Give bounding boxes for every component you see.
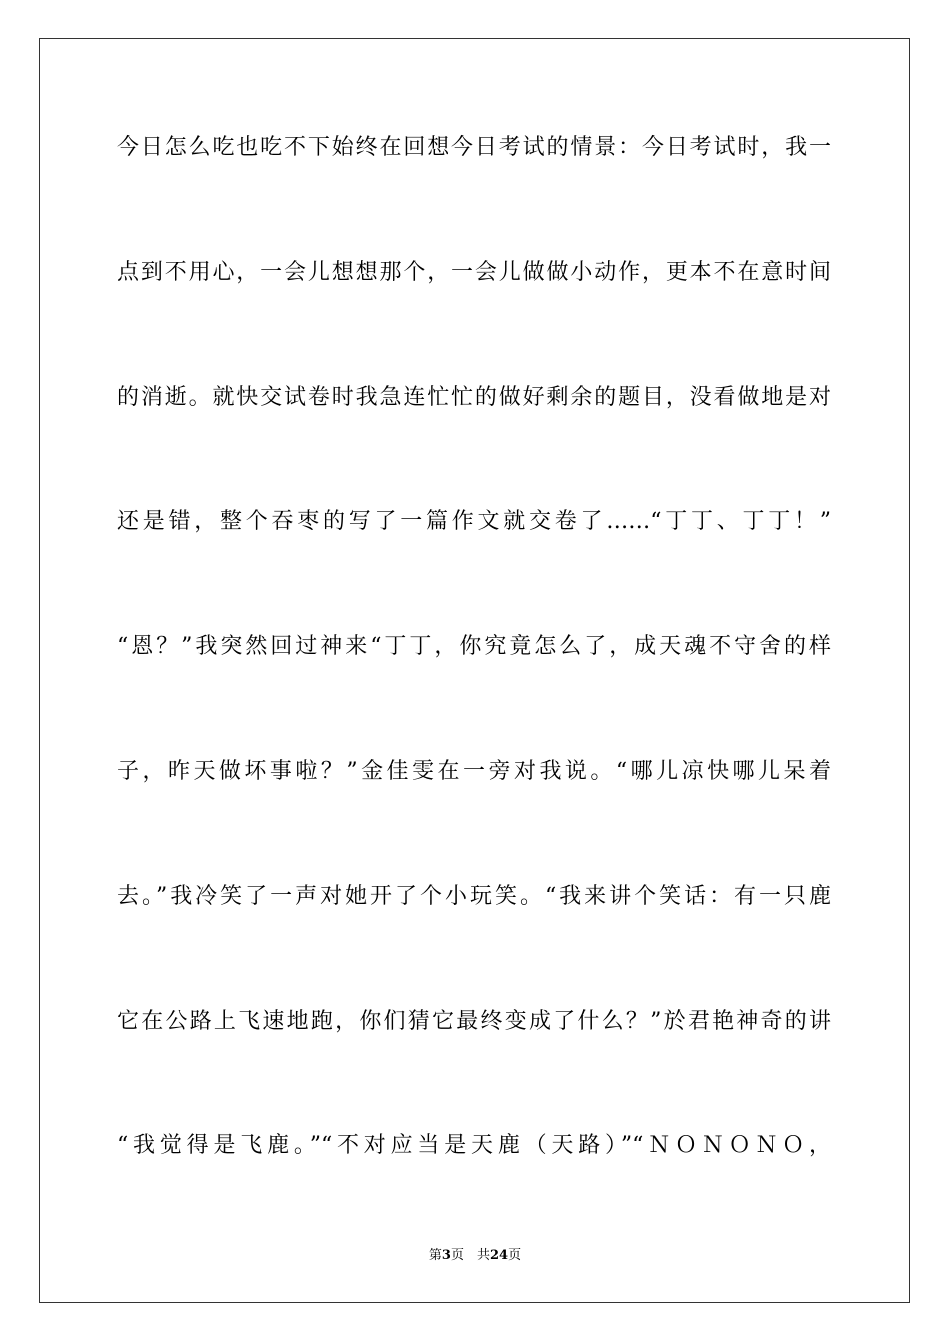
document-body: [117, 133, 831, 1256]
text-line-7: 去。”我冷笑了一声对她开了个小玩笑。“我来讲个笑话：有一只鹿: [117, 883, 831, 909]
footer-total-suffix: 页: [508, 1248, 522, 1263]
footer-page-number: 3: [441, 1248, 451, 1263]
text-line-6: 子，昨天做坏事啦？”金佳雯在一旁对我说。“哪儿凉快哪儿呆着: [117, 758, 831, 784]
text-line-8: 它在公路上飞速地跑，你们猜它最终变成了什么？”於君艳神奇的讲: [117, 1008, 831, 1034]
text-line-2: 点到不用心，一会儿想想那个，一会儿做做小动作，更本不在意时间: [117, 259, 831, 285]
text-line-9: “我觉得是飞鹿。”“不对应当是天鹿（天路）”“ＮＯＮＯＮＯ，: [117, 1133, 831, 1159]
page-footer: [0, 1247, 950, 1265]
footer-page-prefix: 第: [428, 1248, 442, 1263]
text-line-1: 今日怎么吃也吃不下始终在回想今日考试的情景：今日考试时，我一: [117, 135, 831, 160]
footer-page-suffix: 页 共: [450, 1248, 490, 1263]
text-line-4: 还是错，整个吞枣的写了一篇作文就交卷了……“丁丁、丁丁！”: [117, 509, 831, 535]
text-line-5: “恩？”我突然回过神来“丁丁，你究竟怎么了，成天魂不守舍的样: [117, 634, 831, 660]
footer-total-pages: 24: [489, 1248, 509, 1263]
text-line-3: 的消逝。就快交试卷时我急连忙忙的做好剩余的题目，没看做地是对: [117, 384, 831, 410]
